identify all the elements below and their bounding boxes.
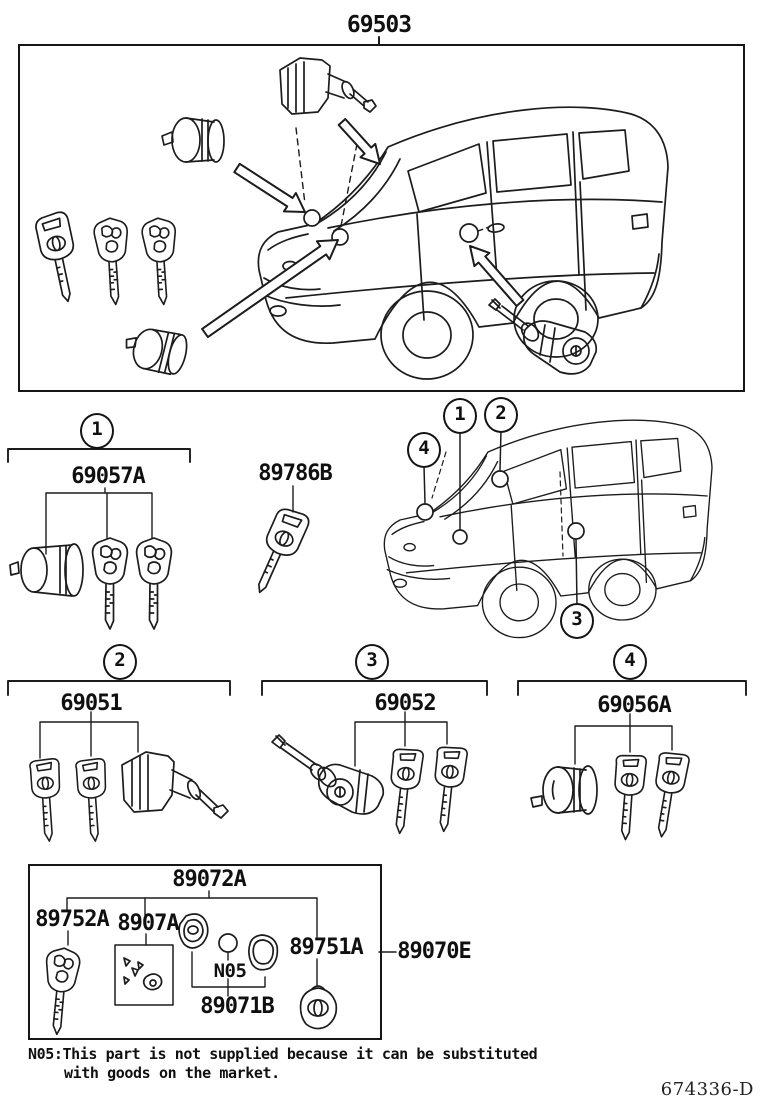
hardware-parts-art: [115, 945, 173, 1005]
lock-cylinder-art: [121, 322, 190, 378]
doc-number: 674336-D: [660, 1079, 754, 1100]
transmitter-key-art: [245, 486, 311, 599]
glove-box-cylinder-art: [531, 766, 597, 814]
group1-part-label: 69057A: [71, 464, 145, 489]
ignition-cylinder-art: [162, 118, 224, 162]
main-assembly-art: [34, 37, 668, 379]
back-cover-art: [249, 935, 277, 970]
van-callout-2: 2: [484, 397, 518, 433]
steering-lock-assembly-art: [122, 752, 228, 818]
door-lock-art: [489, 299, 596, 374]
kit-assembly-part-label: 89070E: [397, 939, 471, 964]
van-callout-3: 3: [560, 603, 594, 639]
kit-part-label: 89072A: [172, 867, 246, 892]
note-line2: with goods on the market.: [64, 1064, 280, 1082]
van-callout-4: 4: [407, 432, 441, 468]
battery-ref-label: N05: [213, 960, 247, 982]
group2-part-label: 69051: [60, 691, 122, 716]
cover-fob-art: [301, 986, 337, 1029]
transmitter-housing-art: [179, 914, 208, 948]
battery-art: [219, 934, 237, 952]
key-blank-part-label: 89752A: [35, 907, 109, 932]
transmitter-key-part-label: 89786B: [258, 461, 332, 486]
van-callout-1: 1: [443, 398, 477, 434]
door-lock-assembly-art: [272, 735, 383, 814]
group3-part-label: 69052: [374, 691, 436, 716]
steering-lock-art: [280, 58, 376, 114]
group1-callout-badge: 1: [80, 413, 114, 449]
main-assembly-part-label: 69503: [346, 12, 412, 38]
group2-callout-badge: 2: [103, 644, 137, 680]
group4-callout-badge: 4: [613, 644, 647, 680]
hardware-part-label: 8907A: [117, 911, 179, 936]
note-line1: N05:This part is not supplied because it can be substituted: [28, 1045, 538, 1063]
cover-part-label: 89751A: [289, 935, 363, 960]
module-part-label: 89071B: [200, 994, 274, 1019]
group3-callout-badge: 3: [355, 644, 389, 680]
group4-part-label: 69056A: [597, 693, 671, 718]
